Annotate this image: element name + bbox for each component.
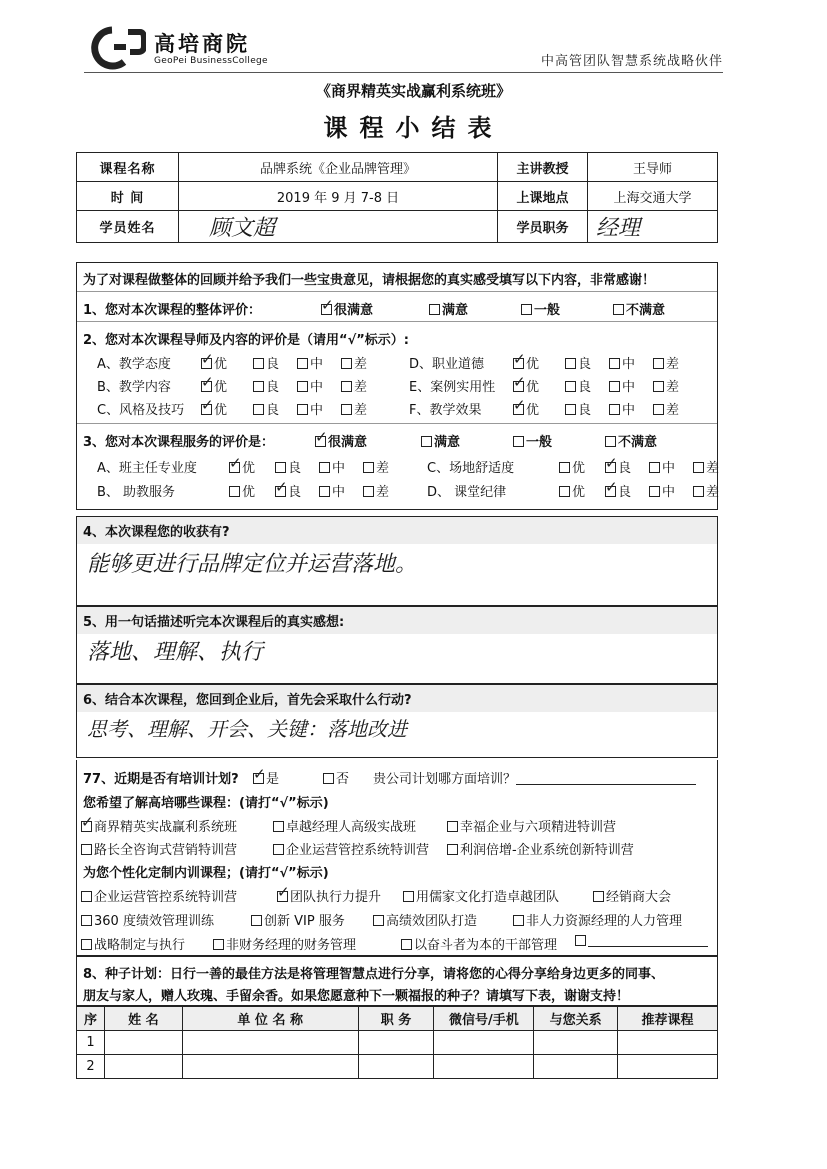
course-option[interactable]: 路长全咨询式营销特训营 [81, 839, 237, 858]
seed-table-input-cell[interactable] [434, 1055, 534, 1079]
custom-course-label: 为您个性化定制内训课程；(请打“√”标示) [83, 866, 329, 881]
checkbox-icon [613, 304, 624, 315]
q2-grade-option[interactable]: 中 [609, 353, 635, 372]
seed-table-input-cell[interactable] [358, 1031, 434, 1055]
q4-section [76, 516, 718, 606]
checkbox-icon [649, 486, 660, 497]
q2-grade-option[interactable]: 良 [253, 353, 279, 372]
time-value: 2019 年 9 月 7-8 日 [179, 182, 498, 211]
checkbox-icon [373, 915, 384, 926]
q3-grade-option[interactable]: 中 [649, 481, 675, 500]
seed-table-input-cell[interactable] [618, 1031, 718, 1055]
q2-grade-option[interactable]: 中 [297, 353, 323, 372]
checkbox-icon [513, 436, 524, 447]
checkbox-icon [403, 891, 414, 902]
seed-table-header-cell: 推荐课程 [618, 1007, 718, 1031]
custom-course-option[interactable]: 360 度绩效管理训练 [81, 910, 214, 929]
q3-grade-option[interactable]: ✓ 良 [275, 481, 301, 500]
q1-option-satisfied[interactable]: 满意 [429, 299, 468, 318]
q2-item-label: A、教学态度 [97, 357, 171, 372]
custom-course-option[interactable]: 战略制定与执行 [81, 934, 185, 953]
q8-line1: 8、种子计划：日行一善的最佳方法是将管理智慧点进行分享，请将您的心得分享给身边更多的同事、 [83, 967, 665, 982]
q3-grade-option[interactable]: ✓ 良 [605, 481, 631, 500]
student-label: 学员姓名 [77, 211, 179, 243]
q2-grade-option[interactable]: 中 [609, 376, 635, 395]
seed-table-input-cell[interactable] [534, 1031, 618, 1055]
seed-table-input-cell[interactable] [104, 1031, 182, 1055]
info-table [76, 152, 718, 243]
custom-course-option[interactable]: 非财务经理的财务管理 [213, 934, 356, 953]
seed-table-header-cell: 职 务 [358, 1007, 434, 1031]
q7-label: 77、近期是否有培训计划? [83, 772, 239, 787]
teacher-label: 主讲教授 [498, 153, 588, 182]
custom-course-option[interactable]: 创新 VIP 服务 [251, 910, 345, 929]
q8-section [76, 956, 718, 1006]
checkbox-icon [229, 486, 240, 497]
seed-table-header-cell: 微信号/手机 [434, 1007, 534, 1031]
q2-grade-option[interactable]: ✓ 优 [513, 353, 539, 372]
checkbox-checked-icon [275, 486, 286, 497]
checkbox-icon [609, 381, 620, 392]
checkbox-icon [297, 358, 308, 369]
checkbox-checked-icon [605, 486, 616, 497]
q3-grade-option[interactable]: ✓ 良 [605, 457, 631, 476]
checkbox-checked-icon [277, 891, 288, 902]
q1-option-very-satisfied[interactable]: ✓ 很满意 [321, 299, 373, 318]
q3-grade-option[interactable]: 差 [693, 457, 719, 476]
q8-line2: 朋友与家人，赠人玫瑰、手留余香。如果您愿意种下一颗福报的种子？请填写下表，谢谢支持！ [83, 989, 630, 1004]
place-value: 上海交通大学 [588, 182, 718, 211]
checkbox-checked-icon [513, 404, 524, 415]
q2-grade-option[interactable]: 差 [341, 399, 367, 418]
q3-option-satisfied[interactable]: 满意 [421, 431, 460, 450]
seed-row-index: 1 [77, 1031, 105, 1055]
checkbox-icon [341, 404, 352, 415]
q2-grade-option[interactable]: 差 [341, 353, 367, 372]
q6-answer-field[interactable]: 思考、理解、开会、关键：落地改进 [87, 717, 407, 741]
q3-option-average[interactable]: 一般 [513, 431, 552, 450]
q3-grade-option[interactable]: 中 [649, 457, 675, 476]
q3-grade-option[interactable]: 中 [319, 481, 345, 500]
q2-item-label: C、风格及技巧 [97, 403, 185, 418]
checkbox-checked-icon [201, 381, 212, 392]
q1-label: 1、您对本次课程的整体评价： [83, 303, 262, 318]
page-title: 课程小结表 [323, 114, 504, 142]
q2-grade-option[interactable]: ✓ 优 [201, 376, 227, 395]
q3-grade-option[interactable]: 良 [275, 457, 301, 476]
q6-section [76, 684, 718, 758]
checkbox-checked-icon [605, 462, 616, 473]
checkbox-icon [363, 462, 374, 473]
q3-item-label: A、班主任专业度 [97, 461, 197, 476]
q3-grade-option[interactable]: ✓ 优 [229, 457, 255, 476]
q3-item-label: C、场地舒适度 [427, 461, 515, 476]
checkbox-icon [273, 844, 284, 855]
checkbox-icon [593, 891, 604, 902]
q2-grade-option[interactable]: ✓ 优 [201, 399, 227, 418]
seed-table-input-cell[interactable] [618, 1055, 718, 1079]
q2-item-label: B、教学内容 [97, 380, 171, 395]
checkbox-checked-icon [81, 821, 92, 832]
q7-plan-field[interactable]: 贵公司计划哪方面培训？ [373, 768, 696, 787]
q2-grade-option[interactable]: ✓ 优 [201, 353, 227, 372]
seed-table-input-cell[interactable] [434, 1031, 534, 1055]
custom-course-option[interactable]: 企业运营管控系统特训营 [81, 886, 237, 905]
q2-grade-option[interactable]: 差 [341, 376, 367, 395]
course-want-label: 您希望了解高培哪些课程：(请打“√”标示) [83, 796, 329, 811]
checkbox-icon [253, 404, 264, 415]
q2-grade-option[interactable]: 差 [653, 353, 679, 372]
q2-grade-option[interactable]: 良 [253, 376, 279, 395]
q2-item-label: E、案例实用性 [409, 380, 496, 395]
q2-grade-option[interactable]: ✓ 优 [513, 376, 539, 395]
checkbox-checked-icon [201, 404, 212, 415]
checkbox-icon [559, 486, 570, 497]
checkbox-icon [447, 821, 458, 832]
checkbox-checked-icon [201, 358, 212, 369]
q7-yes-option[interactable]: ✓ 是 [253, 768, 279, 787]
checkbox-icon [297, 404, 308, 415]
checkbox-checked-icon [513, 381, 524, 392]
teacher-value: 王导师 [588, 153, 718, 182]
checkbox-icon [81, 915, 92, 926]
checkbox-icon [609, 404, 620, 415]
checkbox-icon [275, 462, 286, 473]
evaluation-section [76, 262, 718, 510]
checkbox-icon [559, 462, 570, 473]
table-row [77, 1055, 718, 1079]
intro-text: 为了对课程做整体的回顾并给予我们一些宝贵意见，请根据您的真实感受填写以下内容，非常感谢！ [83, 273, 656, 288]
q2-grade-option[interactable]: 中 [297, 399, 323, 418]
checkbox-checked-icon [513, 358, 524, 369]
seed-table-header-cell: 姓 名 [104, 1007, 182, 1031]
checkbox-icon [253, 381, 264, 392]
q7-section [76, 760, 718, 956]
q7-no-option[interactable]: 否 [323, 768, 349, 787]
q4-label: 4、本次课程您的收获有? [77, 517, 717, 544]
checkbox-icon [653, 358, 664, 369]
checkbox-icon [81, 844, 92, 855]
q2-item-label: F、教学效果 [409, 403, 482, 418]
course-option[interactable]: 利润倍增-企业系统创新特训营 [447, 839, 634, 858]
q2-grade-option[interactable]: 差 [653, 376, 679, 395]
custom-course-option[interactable]: 高绩效团队打造 [373, 910, 477, 929]
checkbox-icon [653, 404, 664, 415]
q2-grade-option[interactable]: 中 [297, 376, 323, 395]
q2-grade-option[interactable]: 差 [653, 399, 679, 418]
course-value: 品牌系统《企业品牌管理》 [179, 153, 498, 182]
q2-item-label: D、职业道德 [409, 357, 485, 372]
table-row [77, 1031, 718, 1055]
place-label: 上课地点 [498, 182, 588, 211]
seed-table-header-cell: 与您关系 [534, 1007, 618, 1031]
seed-table-input-cell[interactable] [358, 1055, 434, 1079]
logo [84, 24, 384, 70]
q3-item-label: B、 助教服务 [97, 485, 176, 500]
q3-grade-option[interactable]: 差 [693, 481, 719, 500]
seed-table-input-cell[interactable] [104, 1055, 182, 1079]
checkbox-icon [693, 486, 704, 497]
custom-course-option[interactable]: 以奋斗者为本的干部管理 [401, 934, 557, 953]
q5-section [76, 606, 718, 684]
checkbox-icon [253, 358, 264, 369]
q3-grade-option[interactable]: 差 [363, 457, 389, 476]
checkbox-icon [401, 939, 412, 950]
course-option[interactable]: 企业运营管控系统特训营 [273, 839, 429, 858]
checkbox-icon [251, 915, 262, 926]
header-divider [84, 72, 723, 73]
q2-grade-option[interactable]: 良 [565, 376, 591, 395]
q5-answer-field[interactable]: 落地、理解、执行 [87, 640, 264, 665]
checkbox-icon [447, 844, 458, 855]
seed-table-input-cell[interactable] [182, 1031, 358, 1055]
class-name: 《商界精英实战赢利系统班》 [315, 82, 511, 100]
tagline: 中高管团队智慧系统战略伙伴 [540, 54, 723, 69]
time-label: 时 间 [77, 182, 179, 211]
course-label: 课程名称 [77, 153, 179, 182]
seed-row-index: 2 [77, 1055, 105, 1079]
custom-course-option[interactable]: 用儒家文化打造卓越团队 [403, 886, 559, 905]
q5-label: 5、用一句话描述听完本次课程后的真实感想: [77, 607, 717, 634]
q3-grade-option[interactable]: 优 [229, 481, 255, 500]
checkbox-icon [429, 304, 440, 315]
course-option[interactable]: 幸福企业与六项精进特训营 [447, 816, 616, 835]
q6-label: 6、结合本次课程，您回到企业后，首先会采取什么行动? [77, 685, 717, 712]
position-label: 学员职务 [498, 211, 588, 243]
checkbox-icon [693, 462, 704, 473]
q2-grade-option[interactable]: ✓ 优 [513, 399, 539, 418]
q2-label: 2、您对本次课程导师及内容的评价是（请用“√”标示）: [83, 333, 410, 348]
q3-grade-option[interactable]: 差 [363, 481, 389, 500]
q1-option-average[interactable]: 一般 [521, 299, 560, 318]
checkbox-icon [565, 381, 576, 392]
q3-grade-option[interactable]: 优 [559, 481, 585, 500]
custom-course-option[interactable]: ✓ 团队执行力提升 [277, 886, 381, 905]
student-name-field[interactable]: 顾文超 [179, 211, 498, 243]
checkbox-icon [213, 939, 224, 950]
seed-table-input-cell[interactable] [182, 1055, 358, 1079]
q2-grade-option[interactable]: 中 [609, 399, 635, 418]
seed-table [76, 1006, 718, 1079]
q1-option-dissatisfied[interactable]: 不满意 [613, 299, 665, 318]
q4-answer-field[interactable]: 能够更进行品牌定位并运营落地。 [87, 552, 418, 577]
checkbox-icon [81, 939, 92, 950]
seed-table-header-cell: 序 [77, 1007, 105, 1031]
checkbox-icon [363, 486, 374, 497]
course-option[interactable]: 卓越经理人高级实战班 [273, 816, 416, 835]
checkbox-icon [341, 381, 352, 392]
course-option[interactable]: ✓商界精英实战赢利系统班 [81, 816, 237, 835]
q3-grade-option[interactable]: 中 [319, 457, 345, 476]
checkbox-icon [575, 935, 586, 946]
checkbox-checked-icon [253, 773, 264, 784]
checkbox-icon [649, 462, 660, 473]
q3-grade-option[interactable]: 优 [559, 457, 585, 476]
custom-course-other-option[interactable] [575, 934, 708, 949]
checkbox-icon [609, 358, 620, 369]
checkbox-icon [421, 436, 432, 447]
checkbox-icon [521, 304, 532, 315]
custom-course-option[interactable]: 非人力资源经理的人力管理 [513, 910, 682, 929]
seed-table-header [77, 1007, 718, 1031]
checkbox-icon [653, 381, 664, 392]
q2-grade-option[interactable]: 良 [565, 353, 591, 372]
checkbox-icon [297, 381, 308, 392]
checkbox-icon [319, 486, 330, 497]
q3-label: 3、您对本次课程服务的评价是： [83, 435, 275, 450]
q3-option-very-satisfied[interactable]: ✓ 很满意 [315, 431, 367, 450]
checkbox-icon [323, 773, 334, 784]
logo-text: 高培商院 [154, 32, 250, 56]
q3-option-dissatisfied[interactable]: 不满意 [605, 431, 657, 450]
checkbox-icon [319, 462, 330, 473]
checkbox-icon [273, 821, 284, 832]
checkbox-icon [565, 358, 576, 369]
custom-course-option[interactable]: 经销商大会 [593, 886, 671, 905]
q2-grade-option[interactable]: 良 [565, 399, 591, 418]
checkbox-icon [81, 891, 92, 902]
q2-grade-option[interactable]: 良 [253, 399, 279, 418]
checkbox-checked-icon [315, 436, 326, 447]
checkbox-icon [513, 915, 524, 926]
checkbox-icon [605, 436, 616, 447]
logo-en: GeoPei BusinessCollege [154, 56, 268, 66]
checkbox-checked-icon [229, 462, 240, 473]
q3-item-label: D、 课堂纪律 [427, 485, 507, 500]
seed-table-header-cell: 单 位 名 称 [182, 1007, 358, 1031]
seed-table-input-cell[interactable] [534, 1055, 618, 1079]
position-field[interactable]: 经理 [588, 211, 718, 243]
checkbox-icon [565, 404, 576, 415]
logo-mark-icon [84, 24, 146, 70]
checkbox-checked-icon [321, 304, 332, 315]
checkbox-icon [341, 358, 352, 369]
